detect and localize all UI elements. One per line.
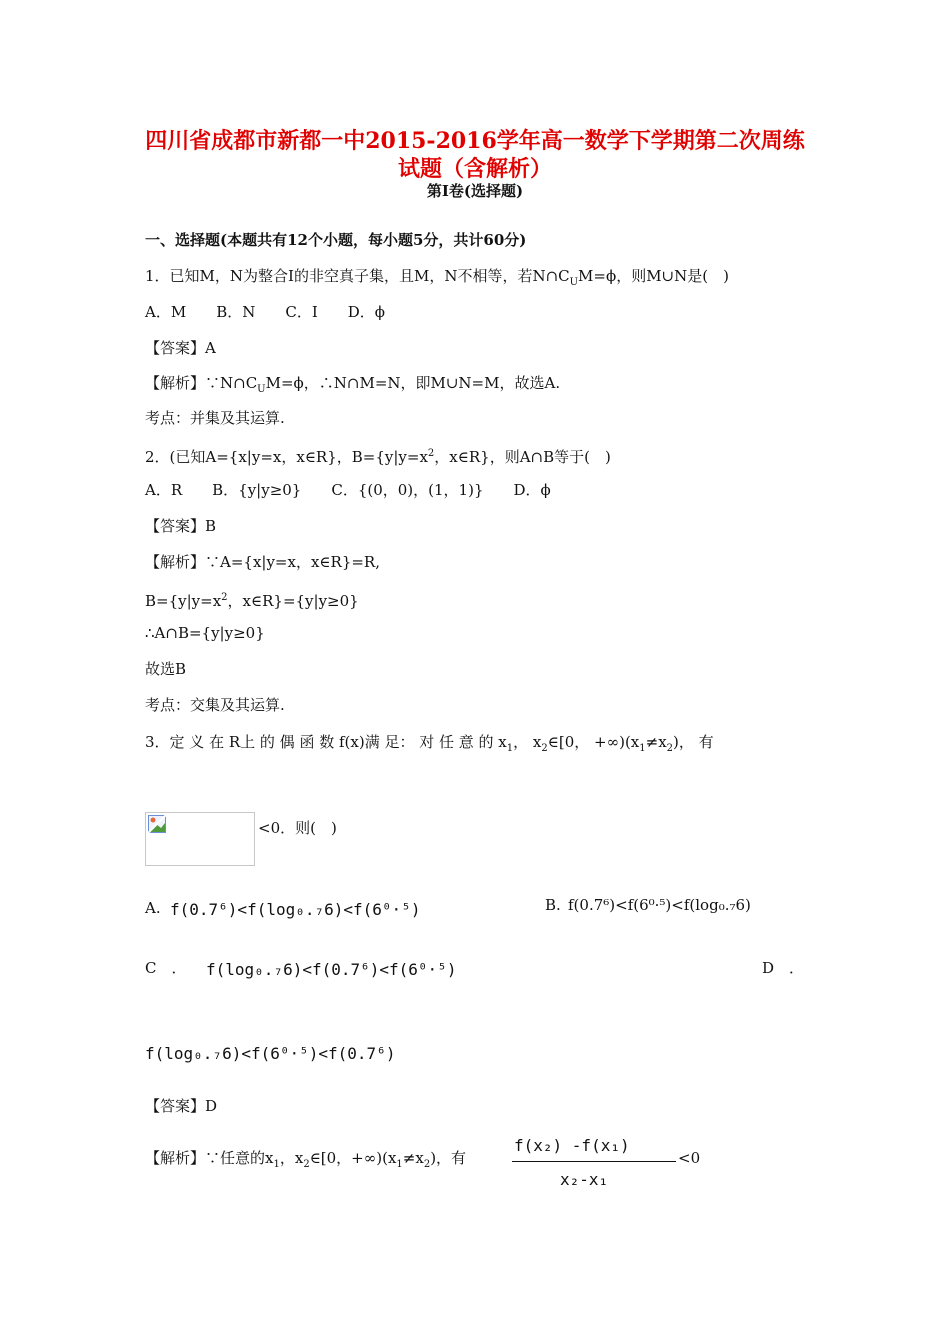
q2-analysis-2: $B=\{y|y=x^2$，x∈R}={y|y≥0} [145,592,359,610]
q3-option-c: f(log₀.₇6)<f(0.7⁶)<f(6⁰·⁵) [206,960,457,979]
fraction-tail: <0 [678,1149,701,1167]
q3-option-a: f(0.7⁶)<f(log₀.₇6)<f(6⁰·⁵) [170,900,421,919]
volume-label: 第I卷(选择题) [426,182,524,200]
broken-image-icon [148,815,166,833]
q3-option-d-label: D ． [762,959,805,977]
document-title-line1: 四川省成都市新都一中2015-2016学年高一数学下学期第二次周练 [145,128,805,154]
document-title-line2: 试题（含解析） [397,156,552,182]
q2-options: A．R B．{y|y≥0} C．{(0，0)，(1，1)} D．ϕ [145,481,551,499]
q3-answer: 【答案】D [145,1097,218,1115]
q3-option-b-label: B. [545,896,561,914]
fraction-numerator: f(x₂) -f(x₁) [514,1136,630,1155]
q3-option-b: f(0.7⁶)<f(6⁰·⁵)<f(log₀.₇6) [568,896,751,914]
q3-option-a-label: A. [145,899,161,917]
q2-stem: 2．(已知A={x|y=x，x∈R}，$B=\{y|y=x^2$，x∈R}，则A∩B等于( ) [145,448,611,466]
q2-point: 考点：交集及其运算. [145,696,285,714]
section-heading: 一、选择题(本题共有12个小题，每小题5分，共计60分) [145,231,527,249]
q1-answer: 【答案】A [145,339,216,357]
q2-analysis-1: 【解析】∵A={x|y=x，x∈R}=R, [145,553,380,571]
q2-analysis-4: 故选B [145,660,187,678]
fraction-bar [512,1161,676,1162]
q2-answer: 【答案】B [145,517,217,535]
q3-stem: 3．定 义 在 R上 的 偶 函 数 f(x)满 足： 对 任 意 的 $x_1$， $x_2\in[0$， $+\infty)(x_1\ne x_2)$， 有 [145,733,714,754]
q1-stem: 1．已知M，N为整合I的非空真子集，且M，N不相等，若$N\cap C_UM=\phi$，则M∪N是( ) [145,267,729,288]
q3-stem-tail: <0．则( ) [258,819,337,837]
fraction-denominator: x₂-x₁ [560,1170,609,1189]
q1-analysis: 【解析】$\because N\cap C_UM=\phi$，∴N∩M=N，即M∪N=M，故选A. [145,374,561,395]
broken-image-placeholder [145,812,255,866]
q3-option-c-label: C ． [145,959,187,977]
q1-options: A．M B．N C．I D．ϕ [145,303,385,321]
q2-analysis-3: ∴A∩B={y|y≥0} [145,624,265,642]
q3-option-d: f(log₀.₇6)<f(6⁰·⁵)<f(0.7⁶) [145,1044,396,1063]
q3-analysis: 【解析】∵任意的$x_1$，$x_2\in[0$，$+\infty)(x_1\ne x_2)$，有 [145,1149,467,1170]
q1-point: 考点：并集及其运算. [145,409,285,427]
